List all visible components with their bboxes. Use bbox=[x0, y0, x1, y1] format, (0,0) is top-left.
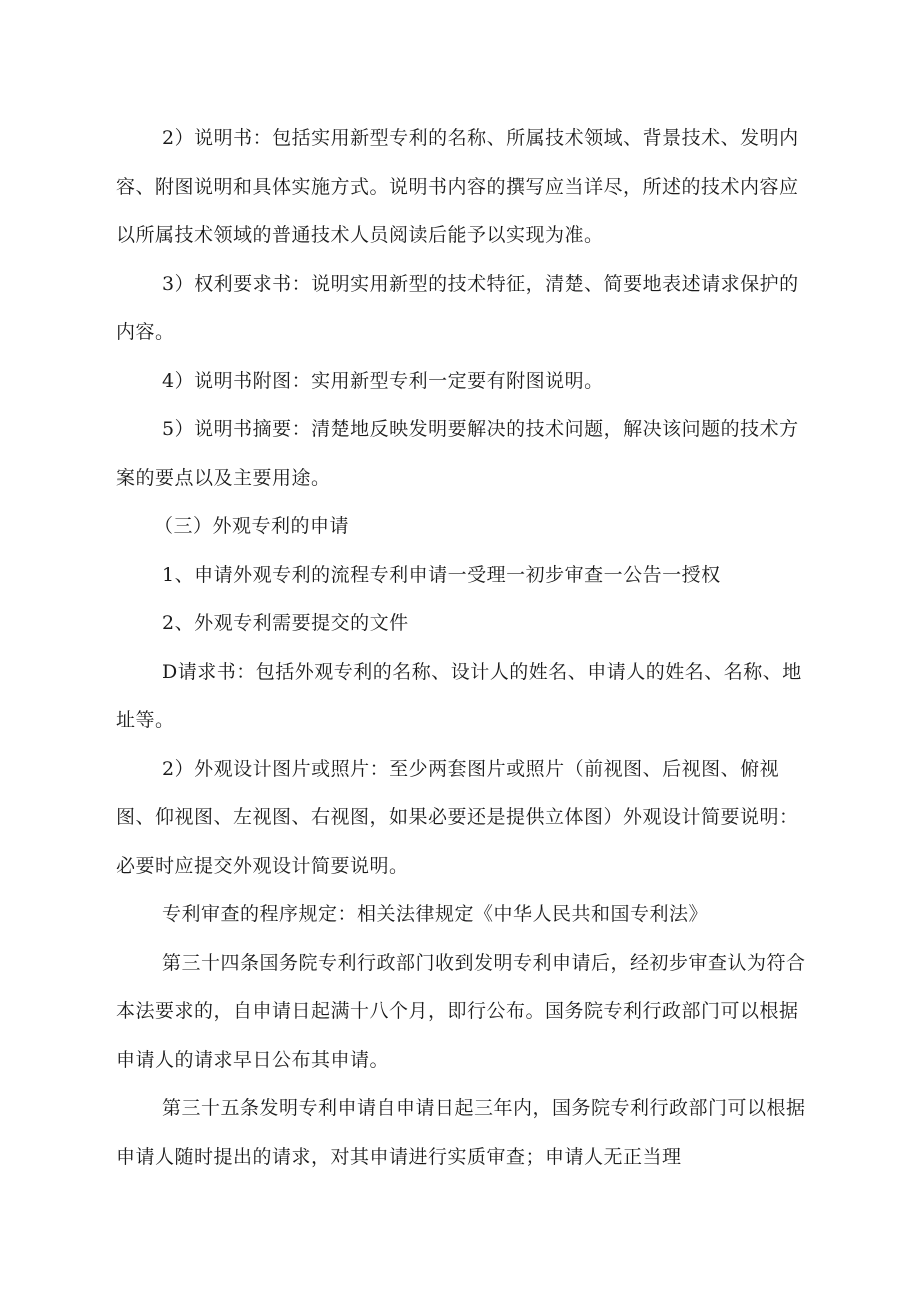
section-heading-design-patent: （三）外观专利的申请 bbox=[154, 515, 350, 537]
paragraph-abstract: 5）说明书摘要：清楚地反映发明要解决的技术问题，解决该问题的技术方案的要点以及主要用途。 bbox=[116, 418, 799, 489]
paragraph-request-form: D请求书：包括外观专利的名称、设计人的姓名、申请人的姓名、名称、地址等。 bbox=[116, 660, 802, 731]
document-body bbox=[116, 114, 816, 1181]
paragraph-article-35: 第三十五条发明专利申请自申请日起三年内，国务院专利行政部门可以根据申请人随时提出的请求，对其申请进行实质审查；申请人无正当理 bbox=[116, 1097, 806, 1168]
paragraph-exam-procedure: 专利审查的程序规定：相关法律规定《中华人民共和国专利法》 bbox=[162, 903, 709, 925]
paragraph-design-documents: 2、外观专利需要提交的文件 bbox=[162, 612, 409, 634]
paragraph-spec-description: 2）说明书：包括实用新型专利的名称、所属技术领域、背景技术、发明内容、附图说明和具体实施方式。说明书内容的撰写应当详尽，所述的技术内容应以所属技术领域的普通技术人员阅读后能予以实现为准。 bbox=[116, 127, 799, 246]
paragraph-drawings: 4）说明书附图：实用新型专利一定要有附图说明。 bbox=[162, 369, 604, 392]
paragraph-design-images: 2）外观设计图片或照片：至少两套图片或照片（前视图、后视图、俯视图、仰视图、左视图、右视图，如果必要还是提供立体图）外观设计简要说明：必要时应提交外观设计简要说明。 bbox=[116, 757, 799, 877]
paragraph-article-34: 第三十四条国务院专利行政部门收到发明专利申请后，经初步审查认为符合本法要求的，自申请日起满十八个月，即行公布。国务院专利行政部门可以根据申请人的请求早日公布其申请。 bbox=[116, 951, 806, 1071]
paragraph-design-process: 1、申请外观专利的流程专利申请一受理一初步审查一公告一授权 bbox=[162, 563, 721, 586]
paragraph-claims: 3）权利要求书：说明实用新型的技术特征，清楚、简要地表述请求保护的内容。 bbox=[116, 272, 799, 343]
